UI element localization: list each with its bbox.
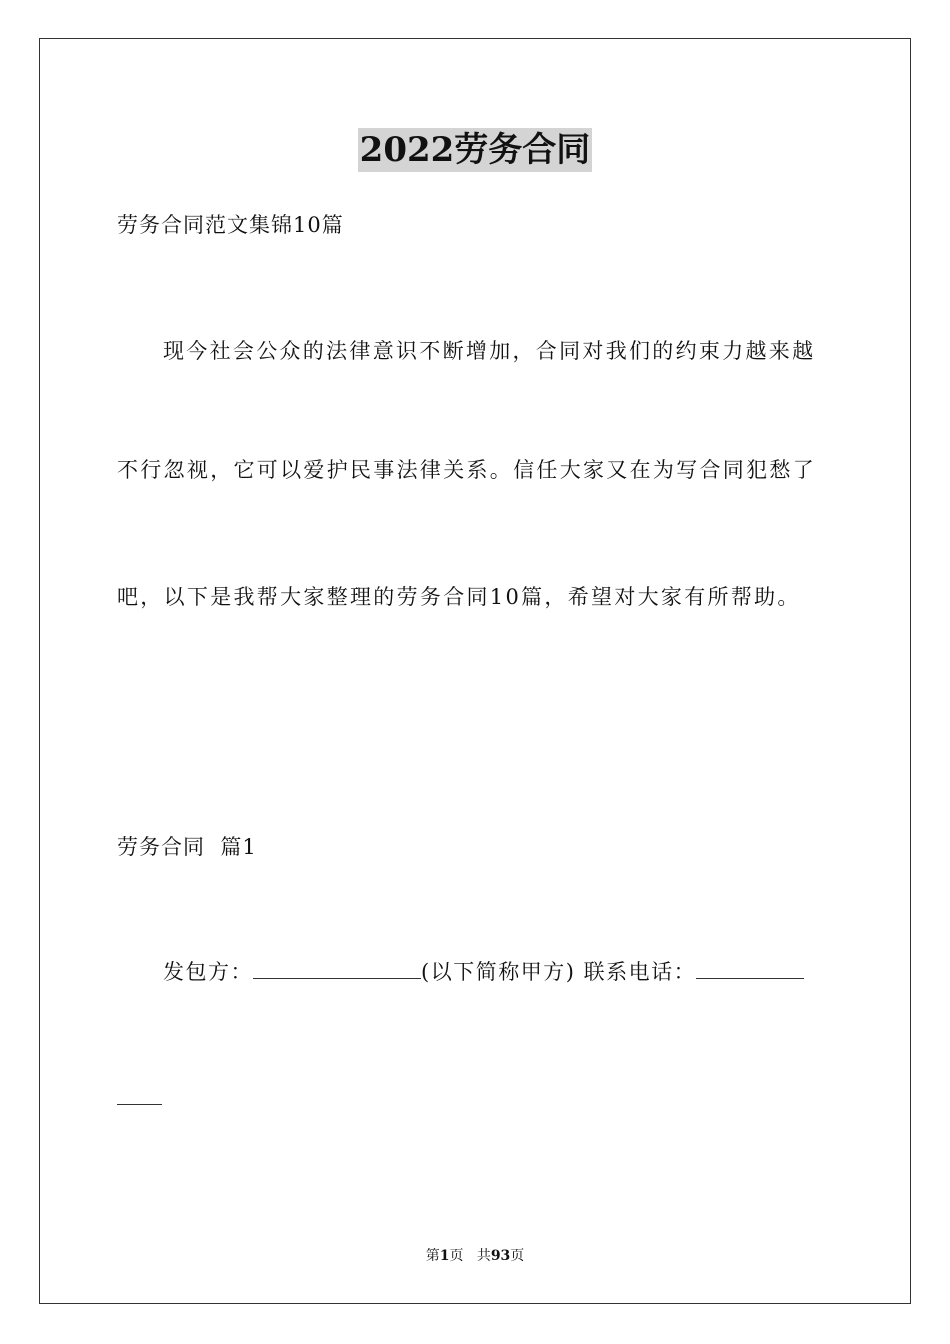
footer-page-suffix: 页: [449, 1248, 464, 1264]
section-heading: 劳务合同 篇1: [117, 835, 257, 859]
footer-page-number: 1: [439, 1248, 450, 1264]
document-subtitle: 劳务合同范文集锦10篇: [117, 213, 344, 237]
intro-paragraph-line-1: 现今社会公众的法律意识不断增加，合同对我们的约束力越来越: [163, 339, 816, 363]
contract-party-line: [163, 956, 804, 987]
page-footer: [0, 1246, 950, 1266]
intro-paragraph-line-3: 吧，以下是我帮大家整理的劳务合同10篇，希望对大家有所帮助。: [117, 585, 801, 609]
footer-total-prefix: 共: [476, 1248, 491, 1264]
footer-total-suffix: 页: [510, 1248, 525, 1264]
document-title: [0, 126, 950, 174]
footer-total-pages: 93: [490, 1248, 511, 1264]
intro-paragraph-line-2: 不行忽视，它可以爱护民事法律关系。信任大家又在为写合同犯愁了: [117, 458, 816, 482]
phone-blank-continuation: [117, 1104, 162, 1105]
phone-label: 联系电话：: [583, 960, 697, 984]
party-a-note: (以下简称甲方): [421, 960, 576, 984]
document-title-text: 2022劳务合同: [359, 130, 591, 170]
party-a-blank: [253, 956, 421, 979]
footer-page-prefix: 第: [425, 1248, 440, 1264]
party-a-label: 发包方：: [163, 960, 253, 984]
phone-blank: [696, 956, 804, 979]
